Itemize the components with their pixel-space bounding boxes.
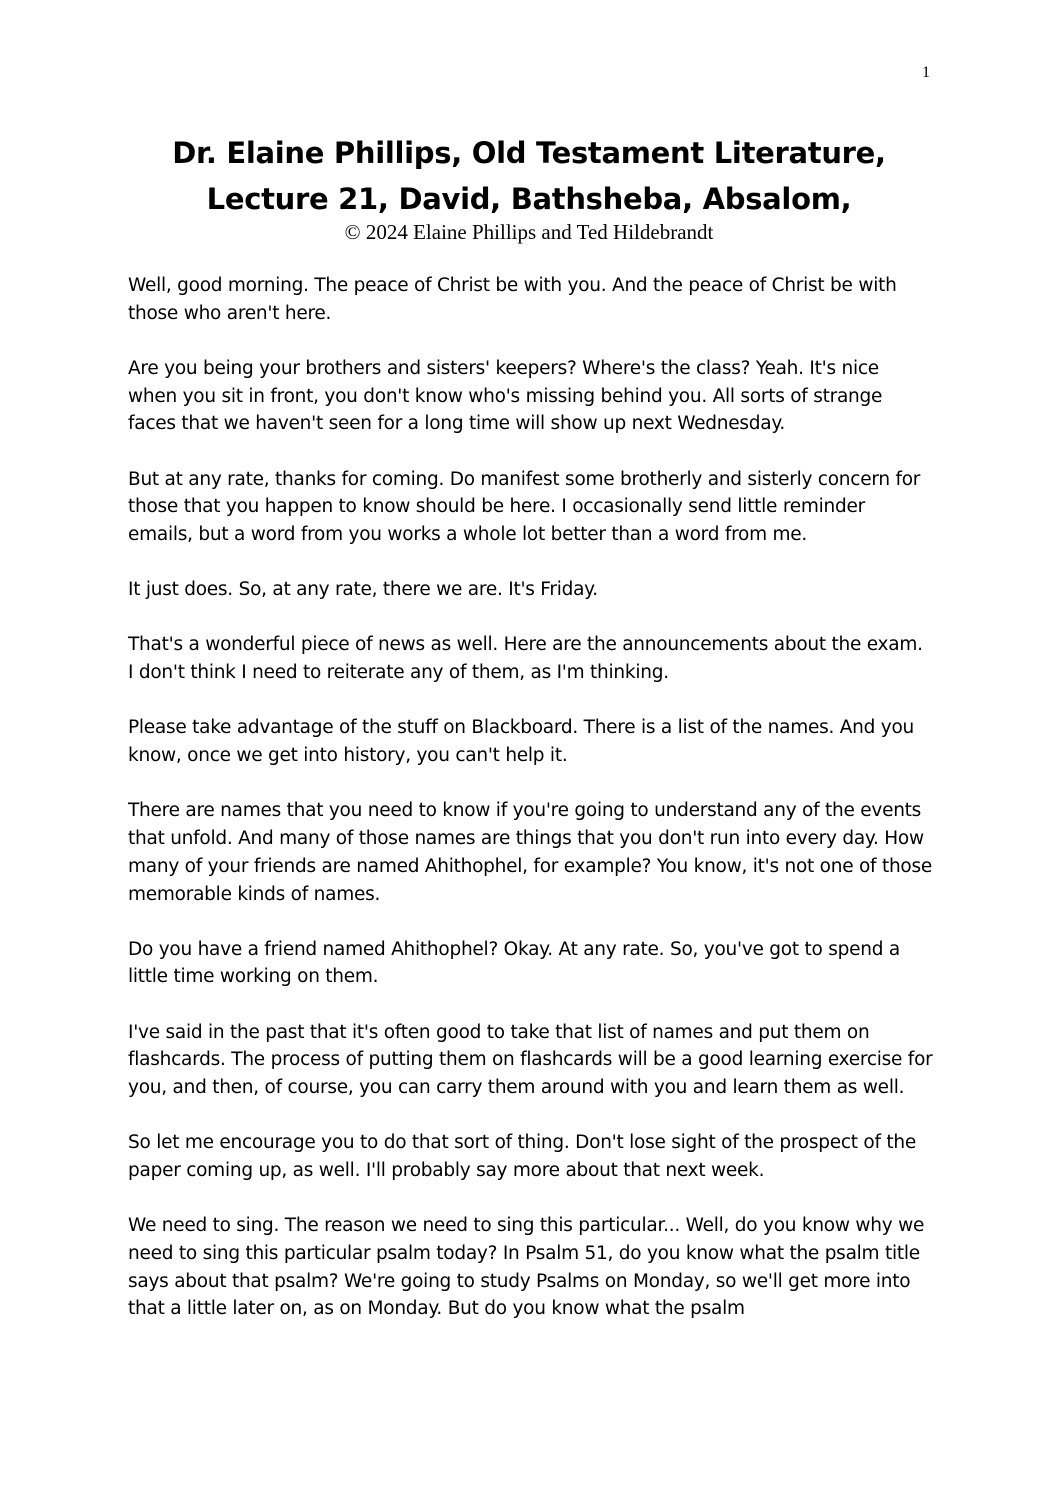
document-title-line-1: Dr. Elaine Phillips, Old Testament Literature, (172, 136, 886, 170)
paragraph: I've said in the past that it's often good to take that list of names and put them on flashcards. The process of putting them on flashcards will be a good learning exercise for you, and then, of course, you can carry them around with you and learn them as well. (128, 1021, 933, 1099)
copyright-notice: © 2024 Elaine Phillips and Ted Hildebrandt (344, 220, 714, 244)
paragraph: Are you being your brothers and sisters' keepers? Where's the class? Yeah. It's nice when you sit in front, you don't know who's missing behind you. All sorts of strange faces that we haven't seen for a long time will show up next Wednesday. (128, 357, 883, 435)
paragraph: Do you have a friend named Ahithophel? Okay. At any rate. So, you've got to spend a little time working on them. (128, 938, 900, 988)
paragraph: It just does. So, at any rate, there we are. It's Friday. (128, 579, 598, 601)
paragraph: There are names that you need to know if you're going to understand any of the events that unfold. And many of those names are things that you don't run into every day. How many of your friends are named Ahithophel, for example? You know, it's not one of those memorable kinds of names. (128, 800, 933, 905)
document-title-line-2: Lecture 21, David, Bathsheba, Absalom, (206, 182, 852, 216)
paragraph: That's a wonderful piece of news as well. Here are the announcements about the exam. I don't think I need to reiterate any of them, as I'm thinking. (128, 634, 923, 684)
page-number: 1 (922, 64, 930, 81)
paragraph: But at any rate, thanks for coming. Do manifest some brotherly and sisterly concern for those that you happen to know should be here. I occasionally send little reminder emails, but a word from you works a whole lot better than a word from me. (128, 468, 921, 546)
paragraph: Well, good morning. The peace of Christ be with you. And the peace of Christ be with those who aren't here. (128, 275, 897, 324)
document-header (0, 130, 1058, 244)
paragraph: Please take advantage of the stuff on Blackboard. There is a list of the names. And you know, once we get into history, you can't help it. (128, 717, 915, 767)
paragraph: So let me encourage you to do that sort of thing. Don't lose sight of the prospect of the paper coming up, as well. I'll probably say more about that next week. (128, 1132, 916, 1181)
transcript-body (128, 272, 933, 1351)
paragraph: We need to sing. The reason we need to sing this particular... Well, do you know why we need to sing this particular psalm today? In Psalm 51, do you know what the psalm title says about that psalm? We're going to study Psalms on Monday, so we'll get more into that a little later on, as on Monday. But do you know what the psalm (128, 1215, 925, 1320)
